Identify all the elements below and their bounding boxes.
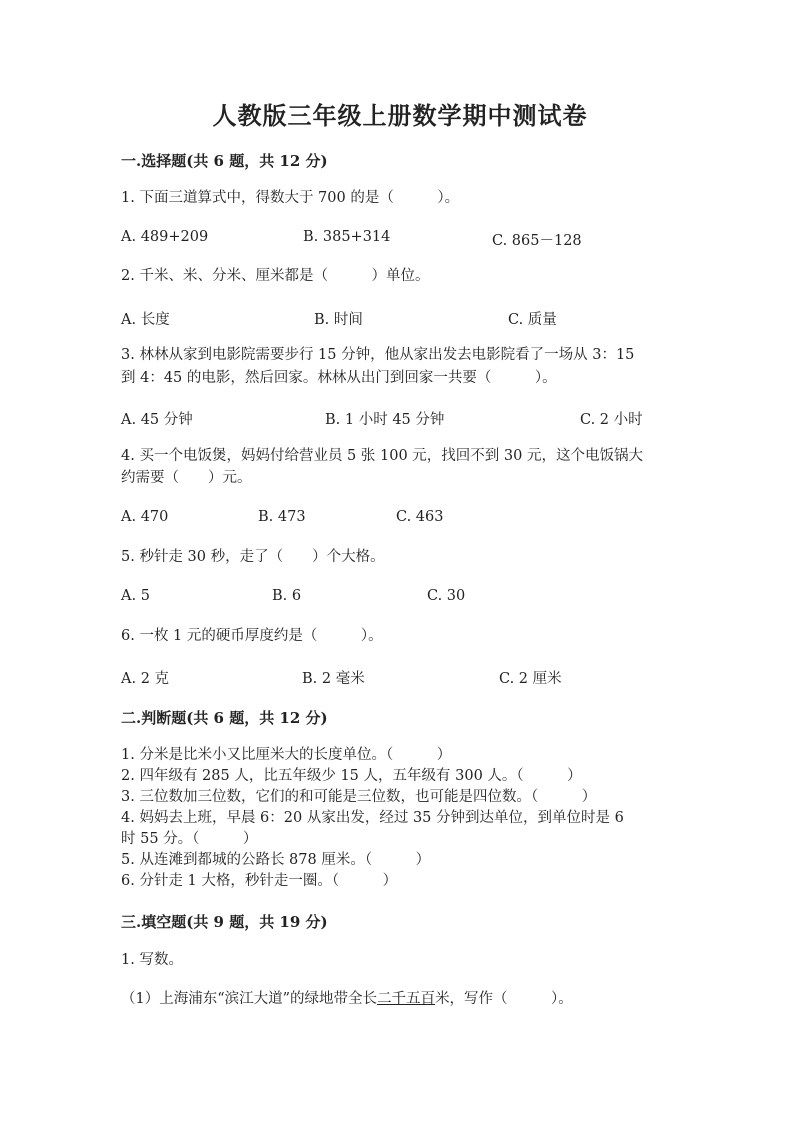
page-title: 人教版三年级上册数学期中测试卷 [212, 101, 588, 130]
option-a: A. 489+209 [121, 229, 209, 245]
option-b: B. 时间 [314, 312, 363, 328]
statement: 5. 从连滩到都城的公路长 878 厘米。（ ） [121, 852, 431, 868]
option-c: C. 2 厘米 [499, 671, 562, 687]
section-heading-choice: 一.选择题(共 6 题，共 12 分) [121, 152, 328, 170]
statement: 6. 分针走 1 大格，秒针走一圈。（ ） [121, 873, 398, 889]
option-a: A. 2 克 [121, 671, 170, 687]
question-text: 6. 一枚 1 元的硬币厚度约是（ ）。 [121, 628, 383, 644]
statement: 3. 三位数加三位数，它们的和可能是三位数，也可能是四位数。（ ） [121, 789, 597, 805]
question-text: 到 4：45 的电影，然后回家。林林从出门到回家一共要（ ）。 [121, 370, 557, 386]
statement: 2. 四年级有 285 人，比五年级少 15 人，五年级有 300 人。（ ） [121, 768, 582, 784]
option-b: B. 6 [272, 588, 302, 604]
question-text: 4. 买一个电饭煲，妈妈付给营业员 5 张 100 元，找回不到 30 元，这个电饭锅大 [121, 448, 643, 464]
option-a: A. 45 分钟 [121, 412, 193, 428]
option-c: C. 865－128 [492, 233, 582, 249]
question-text: 1. 写数。 [121, 952, 183, 968]
statement: 时 55 分。（ ） [121, 831, 258, 847]
option-c: C. 463 [396, 509, 444, 525]
option-c: C. 2 小时 [580, 412, 643, 428]
option-b: B. 1 小时 45 分钟 [325, 412, 445, 428]
option-b: B. 385+314 [303, 229, 391, 245]
section-heading-fill: 三.填空题(共 9 题，共 19 分) [121, 913, 328, 931]
option-b: B. 473 [258, 509, 306, 525]
option-a: A. 5 [121, 588, 150, 604]
option-a: A. 长度 [121, 312, 170, 328]
question-text: 约需要（ ）元。 [121, 470, 252, 486]
option-a: A. 470 [121, 509, 169, 525]
sub-question [121, 989, 573, 1010]
option-b: B. 2 毫米 [302, 671, 365, 687]
underlined-text: 二千五百 [377, 991, 436, 1007]
statement: 4. 妈妈去上班，早晨 6：20 从家出发，经过 35 分钟到达单位，到单位时是 6 [121, 810, 624, 826]
question-text: 1. 下面三道算式中，得数大于 700 的是（ ）。 [121, 190, 460, 206]
question-text: 3. 林林从家到电影院需要步行 15 分钟，他从家出发去电影院看了一场从 3：15 [121, 347, 635, 363]
sub-question-text: 米，写作（ ）。 [435, 991, 573, 1007]
option-c: C. 30 [427, 588, 466, 604]
section-heading-judge: 二.判断题(共 6 题，共 12 分) [121, 709, 328, 727]
sub-question-text: （1）上海浦东“滨江大道”的绿地带全长 [121, 991, 378, 1007]
question-text: 5. 秒针走 30 秒，走了（ ）个大格。 [121, 549, 385, 565]
statement: 1. 分米是比米小又比厘米大的长度单位。（ ） [121, 747, 452, 763]
option-c: C. 质量 [508, 312, 557, 328]
question-text: 2. 千米、米、分米、厘米都是（ ）单位。 [121, 268, 430, 284]
